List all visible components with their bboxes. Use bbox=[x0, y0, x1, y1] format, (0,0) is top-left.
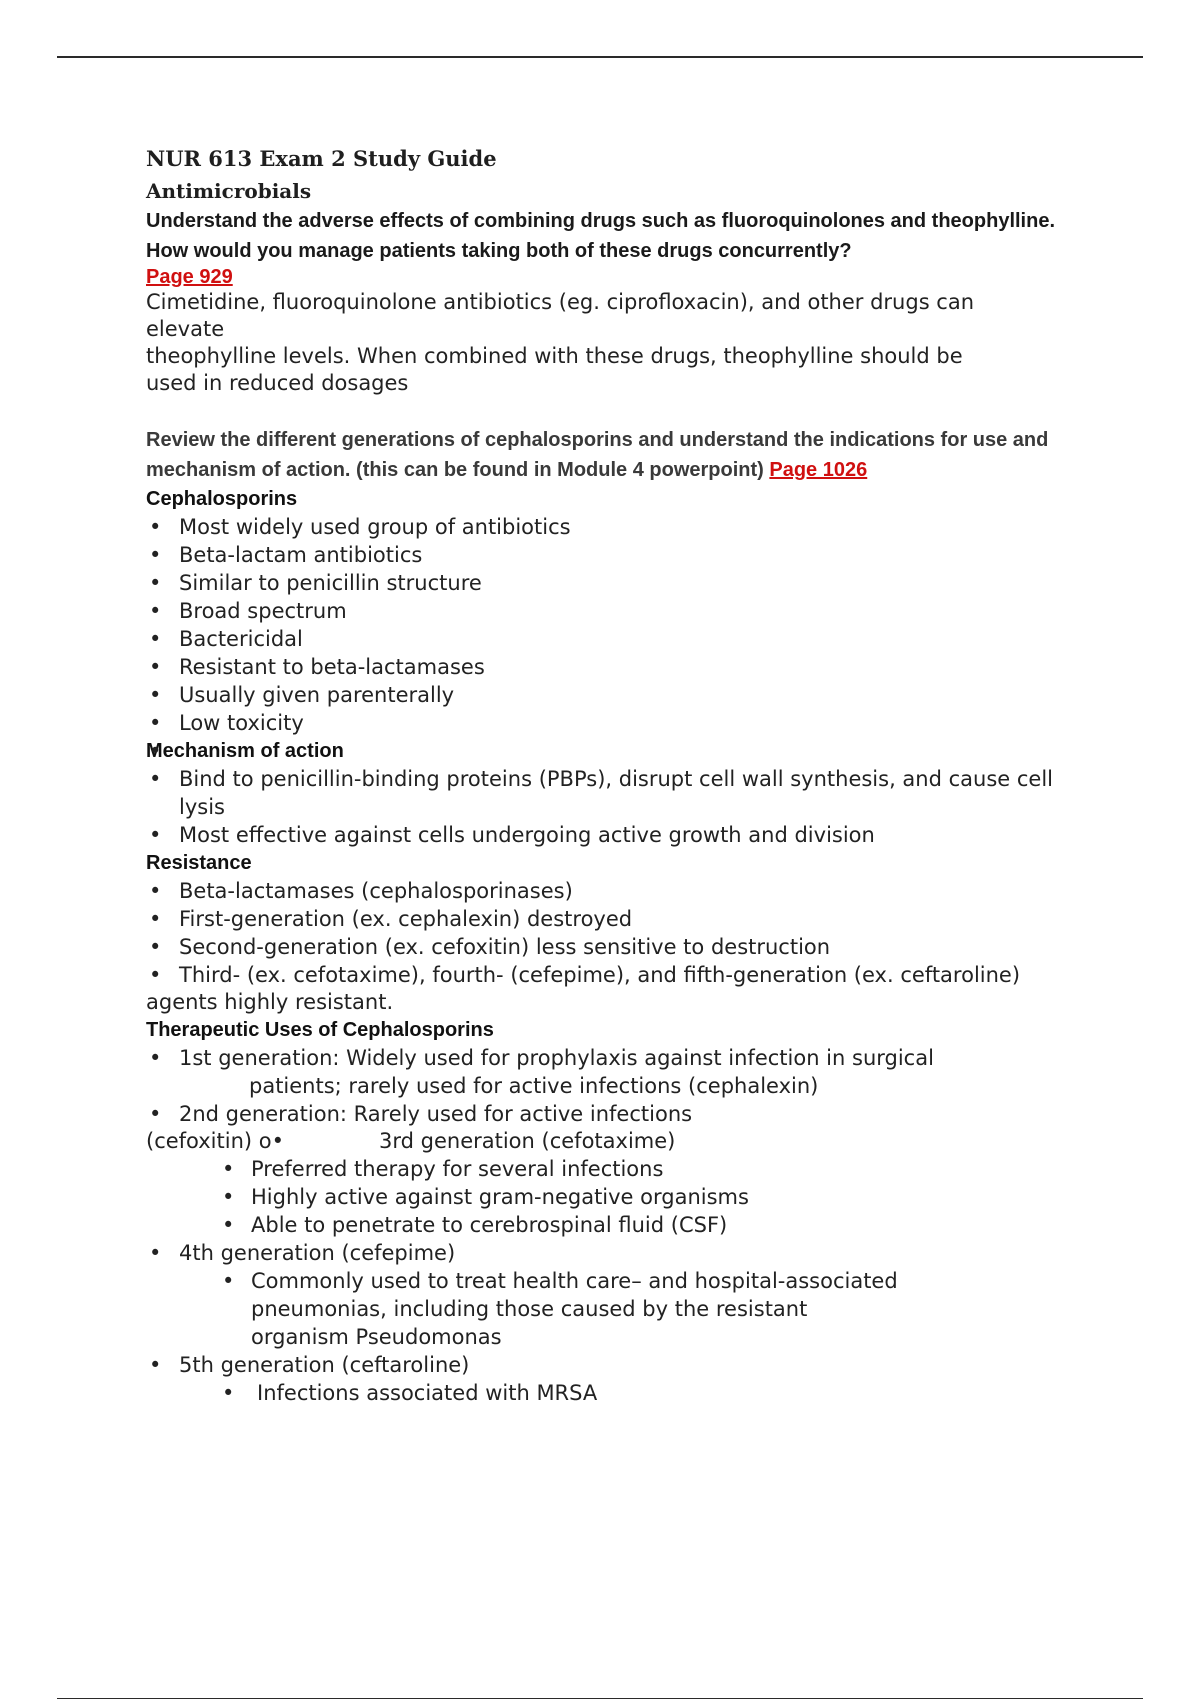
list-item: • Third- (ex. cefotaxime), fourth- (cefepime), and fifth-generation (ex. ceftaroline) bbox=[146, 961, 1096, 989]
gen2-continuation: (cefoxitin) o• bbox=[146, 1129, 284, 1153]
list-item: • Beta-lactam antibiotics bbox=[146, 541, 1096, 569]
document-title: NUR 613 Exam 2 Study Guide bbox=[146, 146, 497, 171]
question-2-text: Review the different generations of cephalosporins and understand the indications for use and mechanism of action. (this can be found in Module 4 powerpoint) bbox=[146, 429, 1049, 481]
gen4-list bbox=[146, 1267, 1096, 1351]
answer-line: theophylline levels. When combined with these drugs, theophylline should be bbox=[146, 344, 963, 368]
answer-line: Cimetidine, fluoroquinolone antibiotics (eg. ciprofloxacin), and other drugs can bbox=[146, 290, 975, 314]
list-item: • Beta-lactamases (cephalosporinases) bbox=[146, 877, 1096, 905]
resistance-list bbox=[146, 877, 1096, 989]
gen3-text: 3rd generation (cefotaxime) bbox=[379, 1129, 676, 1153]
list-item: • Preferred therapy for several infections bbox=[218, 1155, 1096, 1183]
page-ref-link-1026[interactable]: Page 1026 bbox=[769, 459, 868, 481]
cephalosporins-list bbox=[146, 513, 1096, 737]
question-2 bbox=[146, 425, 1096, 485]
spacer bbox=[146, 397, 1096, 425]
gen5-list bbox=[146, 1379, 1096, 1407]
list-item-gen5: • 5th generation (ceftaroline) bbox=[146, 1351, 1096, 1379]
list-item: • Usually given parenterally bbox=[146, 681, 1096, 709]
resistance-heading: Resistance bbox=[146, 852, 252, 874]
list-item: • Highly active against gram-negative organisms bbox=[218, 1183, 1096, 1211]
gen4-wrapper bbox=[146, 1239, 1096, 1267]
mechanism-heading: Mechanism of action bbox=[146, 740, 344, 762]
list-item: • Low toxicity bbox=[146, 709, 1096, 737]
question-1-text: Understand the adverse effects of combining drugs such as fluoroquinolones and theophylline. How would you manage patients taking both of these drugs concurrently? bbox=[146, 210, 1056, 262]
cephalosporins-heading: Cephalosporins bbox=[146, 488, 298, 510]
gen5-wrapper bbox=[146, 1351, 1096, 1379]
section-title: Antimicrobials bbox=[146, 179, 312, 203]
resistance-tail: agents highly resistant. bbox=[146, 990, 394, 1014]
list-item: • Able to penetrate to cerebrospinal fluid (CSF) bbox=[218, 1211, 1096, 1239]
list-item-gen1 bbox=[146, 1044, 1096, 1100]
list-item: • Most effective against cells undergoing active growth and division bbox=[146, 821, 1096, 849]
list-item-gen2: • 2nd generation: Rarely used for active infections bbox=[146, 1100, 1096, 1128]
bottom-rule bbox=[57, 1698, 1143, 1699]
gen2-gen3-line bbox=[146, 1128, 1096, 1155]
top-rule bbox=[57, 56, 1143, 58]
list-item: • Commonly used to treat health care– and hospital-associated pneumonias, including those caused by the resistant organism Pseudomonas bbox=[218, 1267, 1096, 1351]
gen3-list bbox=[146, 1155, 1096, 1239]
list-item: • Most widely used group of antibiotics bbox=[146, 513, 1096, 541]
therapeutic-heading: Therapeutic Uses of Cephalosporins bbox=[146, 1019, 494, 1041]
list-item: • Bind to penicillin-binding proteins (PBPs), disrupt cell wall synthesis, and cause cell lysis bbox=[146, 765, 1096, 821]
gen1-continuation: patients; rarely used for active infections (cephalexin) bbox=[249, 1074, 819, 1098]
question-1 bbox=[146, 206, 1096, 266]
answer-line: used in reduced dosages bbox=[146, 371, 409, 395]
list-item: • Bactericidal bbox=[146, 625, 1096, 653]
list-item: • Resistant to beta-lactamases bbox=[146, 653, 1096, 681]
document-body bbox=[146, 142, 1096, 1407]
list-item-gen4: • 4th generation (cefepime) bbox=[146, 1239, 1096, 1267]
page-ref-link-929[interactable]: Page 929 bbox=[146, 266, 233, 288]
list-item: • Infections associated with MRSA bbox=[218, 1379, 1096, 1407]
gen1-text: 1st generation: Widely used for prophylaxis against infection in surgical bbox=[179, 1046, 934, 1070]
answer-line: elevate bbox=[146, 317, 225, 341]
list-item: • First-generation (ex. cephalexin) destroyed bbox=[146, 905, 1096, 933]
mechanism-list bbox=[146, 765, 1096, 849]
list-item: • Second-generation (ex. cefoxitin) less sensitive to destruction bbox=[146, 933, 1096, 961]
list-item: • Broad spectrum bbox=[146, 597, 1096, 625]
list-item: • Similar to penicillin structure bbox=[146, 569, 1096, 597]
therapeutic-list bbox=[146, 1044, 1096, 1128]
